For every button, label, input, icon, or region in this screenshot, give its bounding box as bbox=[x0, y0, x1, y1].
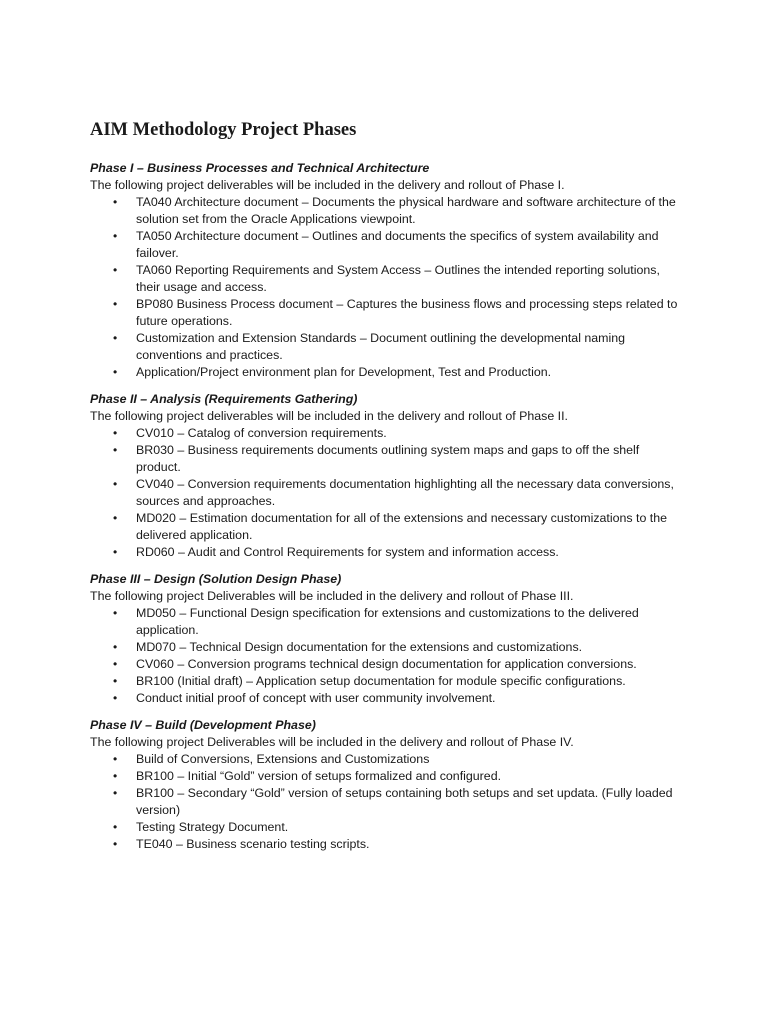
list-item-text: MD050 – Functional Design specification for extensions and customizations to the delivered application. bbox=[136, 606, 639, 637]
bullet-icon: • bbox=[113, 545, 118, 559]
phase-intro: The following project Deliverables will be included in the delivery and rollout of Phase IV. bbox=[90, 735, 574, 749]
document-page bbox=[90, 118, 690, 863]
bullet-icon: • bbox=[113, 297, 118, 311]
list-item bbox=[90, 442, 690, 476]
phase-heading: Phase II – Analysis (Requirements Gathering) bbox=[90, 392, 358, 406]
phase-section bbox=[90, 571, 690, 707]
list-item bbox=[90, 768, 690, 785]
bullet-icon: • bbox=[113, 674, 118, 688]
deliverables-list bbox=[90, 751, 690, 853]
list-item-text: MD020 – Estimation documentation for all of the extensions and necessary customizations to the delivered application. bbox=[136, 511, 668, 542]
bullet-icon: • bbox=[113, 769, 118, 783]
bullet-icon: • bbox=[113, 786, 118, 800]
list-item-text: BR100 – Initial “Gold” version of setups formalized and configured. bbox=[136, 769, 502, 783]
list-item bbox=[90, 544, 690, 561]
document-title: AIM Methodology Project Phases bbox=[90, 120, 357, 140]
list-item bbox=[90, 673, 690, 690]
phases-container bbox=[90, 160, 690, 853]
list-item bbox=[90, 228, 690, 262]
list-item-text: TA060 Reporting Requirements and System Access – Outlines the intended reporting solutions, their usage and access. bbox=[136, 263, 660, 294]
phase-heading: Phase IV – Build (Development Phase) bbox=[90, 718, 316, 732]
list-item bbox=[90, 605, 690, 639]
list-item-text: Application/Project environment plan for Development, Test and Production. bbox=[136, 365, 552, 379]
list-item-text: BP080 Business Process document – Captures the business flows and processing steps related to future operations. bbox=[136, 297, 678, 328]
list-item-text: TE040 – Business scenario testing scripts. bbox=[136, 837, 370, 851]
list-item-text: MD070 – Technical Design documentation for the extensions and customizations. bbox=[136, 640, 583, 654]
list-item bbox=[90, 510, 690, 544]
list-item-text: CV040 – Conversion requirements documentation highlighting all the necessary data conversions, sources and approaches. bbox=[136, 477, 674, 508]
bullet-icon: • bbox=[113, 691, 118, 705]
phase-heading: Phase III – Design (Solution Design Phase) bbox=[90, 572, 342, 586]
list-item bbox=[90, 425, 690, 442]
deliverables-list bbox=[90, 605, 690, 707]
bullet-icon: • bbox=[113, 331, 118, 345]
bullet-icon: • bbox=[113, 752, 118, 766]
list-item bbox=[90, 476, 690, 510]
bullet-icon: • bbox=[113, 837, 118, 851]
phase-section bbox=[90, 391, 690, 561]
list-item-text: Customization and Extension Standards – Document outlining the developmental naming conventions and practices. bbox=[136, 331, 626, 362]
bullet-icon: • bbox=[113, 195, 118, 209]
bullet-icon: • bbox=[113, 365, 118, 379]
list-item-text: Build of Conversions, Extensions and Customizations bbox=[136, 752, 430, 766]
list-item-text: CV060 – Conversion programs technical design documentation for application conversions. bbox=[136, 657, 637, 671]
deliverables-list bbox=[90, 425, 690, 561]
phase-intro: The following project Deliverables will be included in the delivery and rollout of Phase III. bbox=[90, 589, 574, 603]
bullet-icon: • bbox=[113, 640, 118, 654]
list-item-text: TA040 Architecture document – Documents the physical hardware and software architecture of the solution set from the Oracle Applications viewpoint. bbox=[136, 195, 676, 226]
list-item bbox=[90, 296, 690, 330]
bullet-icon: • bbox=[113, 606, 118, 620]
list-item bbox=[90, 262, 690, 296]
bullet-icon: • bbox=[113, 443, 118, 457]
list-item-text: CV010 – Catalog of conversion requirements. bbox=[136, 426, 387, 440]
list-item-text: Testing Strategy Document. bbox=[136, 820, 289, 834]
list-item bbox=[90, 639, 690, 656]
list-item-text: BR030 – Business requirements documents outlining system maps and gaps to off the shelf product. bbox=[136, 443, 640, 474]
list-item bbox=[90, 751, 690, 768]
list-item bbox=[90, 819, 690, 836]
list-item bbox=[90, 194, 690, 228]
list-item bbox=[90, 656, 690, 673]
bullet-icon: • bbox=[113, 263, 118, 277]
list-item-text: TA050 Architecture document – Outlines and documents the specifics of system availability and failover. bbox=[136, 229, 659, 260]
phase-section bbox=[90, 160, 690, 381]
phase-section bbox=[90, 717, 690, 853]
list-item bbox=[90, 330, 690, 364]
phase-intro: The following project deliverables will be included in the delivery and rollout of Phase II. bbox=[90, 409, 568, 423]
bullet-icon: • bbox=[113, 511, 118, 525]
bullet-icon: • bbox=[113, 820, 118, 834]
bullet-icon: • bbox=[113, 657, 118, 671]
list-item bbox=[90, 785, 690, 819]
phase-heading: Phase I – Business Processes and Technical Architecture bbox=[90, 161, 430, 175]
deliverables-list bbox=[90, 194, 690, 381]
list-item bbox=[90, 364, 690, 381]
bullet-icon: • bbox=[113, 426, 118, 440]
bullet-icon: • bbox=[113, 477, 118, 491]
list-item-text: BR100 – Secondary “Gold” version of setups containing both setups and set updata. (Fully loaded version) bbox=[136, 786, 673, 817]
bullet-icon: • bbox=[113, 229, 118, 243]
phase-intro: The following project deliverables will be included in the delivery and rollout of Phase I. bbox=[90, 178, 565, 192]
list-item-text: RD060 – Audit and Control Requirements for system and information access. bbox=[136, 545, 559, 559]
list-item bbox=[90, 690, 690, 707]
list-item-text: BR100 (Initial draft) – Application setup documentation for module specific configurations. bbox=[136, 674, 626, 688]
list-item-text: Conduct initial proof of concept with user community involvement. bbox=[136, 691, 496, 705]
list-item bbox=[90, 836, 690, 853]
